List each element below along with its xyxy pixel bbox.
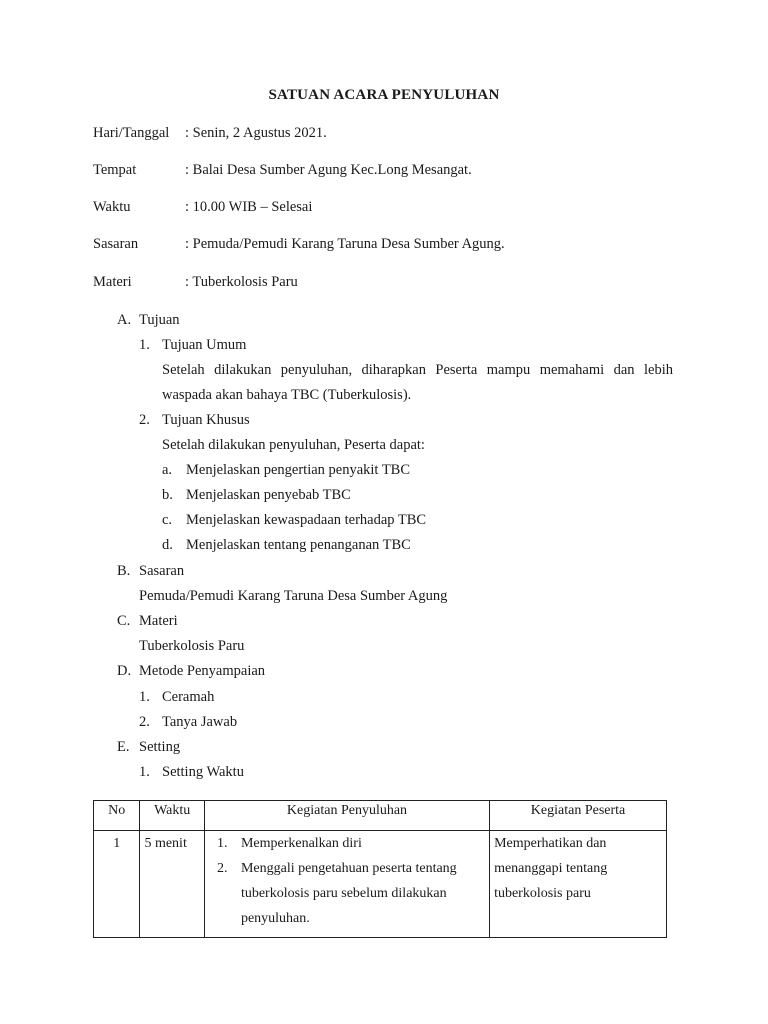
list-item [209, 856, 485, 931]
list-item: Menjelaskan pengertian penyakit TBC [186, 462, 411, 478]
list-marker: d. [162, 537, 173, 553]
info-value-sasaran: : Pemuda/Pemudi Karang Taruna Desa Sumber Agung. [185, 236, 505, 252]
info-label-materi: Materi [93, 274, 132, 290]
list-item: Tanya Jawab [162, 714, 238, 730]
list-item: Menjelaskan penyebab TBC [186, 487, 351, 503]
subsection-marker: 2. [139, 412, 150, 428]
list-marker: 2. [216, 861, 228, 876]
list-marker: 1. [216, 836, 228, 851]
section-marker: A. [117, 312, 132, 328]
kegiatan-table [93, 800, 667, 938]
list-item: Menjelaskan kewaspadaan terhadap TBC [186, 512, 427, 528]
header-kegiatan-penyuluhan: Kegiatan Penyuluhan [204, 801, 489, 831]
section-heading: Metode Penyampaian [139, 663, 266, 679]
header-kegiatan-peserta: Kegiatan Peserta [490, 801, 667, 831]
info-label-waktu: Waktu [93, 199, 131, 215]
section-heading: Tujuan [139, 312, 180, 328]
list-marker: a. [162, 462, 173, 478]
section-marker: E. [117, 739, 130, 755]
activity-text: Memperkenalkan diri [240, 836, 362, 851]
header-waktu: Waktu [140, 801, 204, 831]
activity-text: tuberkolosis paru sebelum dilakukan [240, 886, 447, 901]
peserta-text: Memperhatikan dan [494, 836, 607, 851]
cell-kegiatan-peserta [490, 831, 667, 938]
peserta-text: tuberkolosis paru [494, 886, 591, 901]
info-label-tempat: Tempat [93, 162, 137, 178]
section-marker: B. [117, 563, 131, 579]
paragraph-line: Setelah dilakukan penyuluhan, Peserta dapat: [162, 437, 425, 453]
info-value-materi: : Tuberkolosis Paru [185, 274, 298, 290]
list-item: Setting Waktu [162, 764, 244, 780]
list-item: Ceramah [162, 689, 215, 705]
section-heading: Materi [139, 613, 178, 629]
info-label-hari-tanggal: Hari/Tanggal [93, 125, 170, 141]
info-label-sasaran: Sasaran [93, 236, 139, 252]
list-marker: 1. [139, 689, 150, 705]
subsection-marker: 1. [139, 337, 150, 353]
list-marker: 2. [139, 714, 150, 730]
header-no: No [94, 801, 140, 831]
section-body: Tuberkolosis Paru [139, 638, 245, 654]
list-marker: c. [162, 512, 173, 528]
list-item [209, 831, 485, 856]
cell-waktu: 5 menit [140, 831, 204, 938]
paragraph-line: waspada akan bahaya TBC (Tuberkulosis). [162, 387, 412, 403]
list-item: Menjelaskan tentang penanganan TBC [186, 537, 411, 553]
cell-no: 1 [94, 831, 140, 938]
page-title: SATUAN ACARA PENYULUHAN [268, 87, 500, 103]
info-value-hari-tanggal: : Senin, 2 Agustus 2021. [185, 125, 327, 141]
peserta-text: menanggapi tentang [494, 861, 608, 876]
subsection-heading: Tujuan Khusus [162, 412, 250, 428]
section-marker: D. [117, 663, 132, 679]
section-body: Pemuda/Pemudi Karang Taruna Desa Sumber Agung [139, 588, 448, 604]
table-row [94, 831, 667, 938]
subsection-heading: Tujuan Umum [162, 337, 247, 353]
activity-text: Menggali pengetahuan peserta tentang [240, 861, 457, 876]
list-marker: b. [162, 487, 173, 503]
info-value-tempat: : Balai Desa Sumber Agung Kec.Long Mesangat. [185, 162, 472, 178]
activity-text: penyuluhan. [240, 911, 310, 926]
section-marker: C. [117, 613, 131, 629]
activity-list [209, 831, 485, 931]
table-header-row [94, 801, 667, 831]
section-heading: Sasaran [139, 563, 185, 579]
cell-kegiatan-penyuluhan [204, 831, 489, 938]
paragraph-line: Setelah dilakukan penyuluhan, diharapkan Peserta mampu memahami dan lebih [162, 362, 673, 378]
section-heading: Setting [139, 739, 181, 755]
info-value-waktu: : 10.00 WIB – Selesai [185, 199, 313, 215]
list-marker: 1. [139, 764, 150, 780]
